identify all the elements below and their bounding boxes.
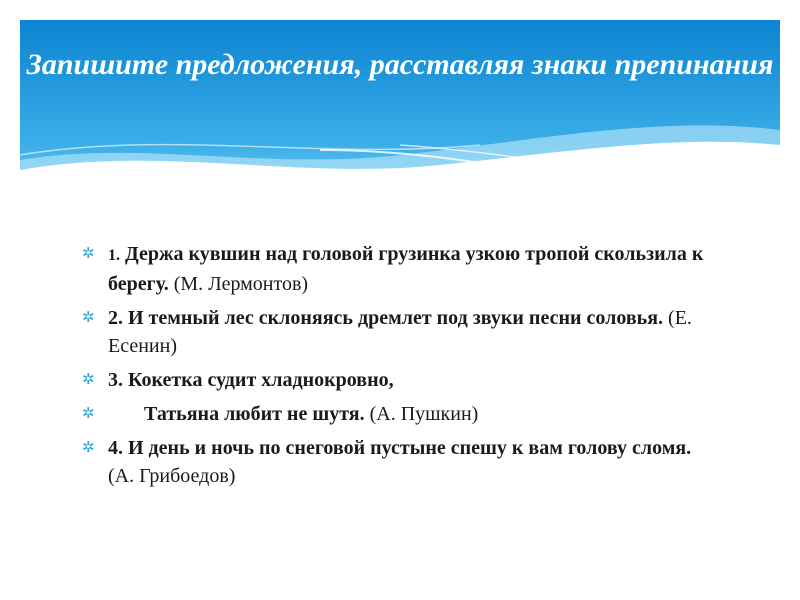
item-author: (А. Грибоедов)	[108, 465, 236, 487]
list-item	[82, 240, 722, 298]
bullet-icon: ✲	[82, 372, 95, 388]
item-number: 4.	[108, 437, 123, 459]
list-item	[82, 400, 722, 428]
bullet-icon: ✲	[82, 406, 95, 422]
item-sentence: И день и ночь по снеговой пустыне спешу к вам голову сломя.	[128, 437, 692, 459]
list-item	[82, 366, 722, 394]
list-item	[82, 304, 722, 360]
bullet-icon: ✲	[82, 310, 95, 326]
list-item	[82, 434, 722, 490]
item-number: 2.	[108, 307, 123, 329]
item-sentence: И темный лес склоняясь дремлет под звуки песни соловья.	[128, 307, 664, 329]
slide	[20, 20, 780, 580]
item-author: (Е. Есенин)	[108, 307, 692, 357]
item-sentence: Кокетка судит хладнокровно,	[128, 369, 394, 391]
bullet-icon: ✲	[82, 246, 95, 262]
item-author: (М. Лермонтов)	[173, 273, 309, 295]
item-number: 1.	[108, 247, 120, 264]
item-sentence: Держа кувшин над головой грузинка узкою тропой скользила к берегу.	[108, 243, 704, 295]
item-author: (А. Пушкин)	[369, 403, 479, 425]
item-number: 3.	[108, 369, 123, 391]
slide-title: Запишите предложения, расставляя знаки препинания	[26, 48, 774, 81]
item-sentence: Татьяна любит не шутя.	[144, 403, 365, 425]
sentence-list	[82, 240, 722, 496]
bullet-icon: ✲	[82, 440, 95, 456]
header-banner	[20, 20, 780, 225]
